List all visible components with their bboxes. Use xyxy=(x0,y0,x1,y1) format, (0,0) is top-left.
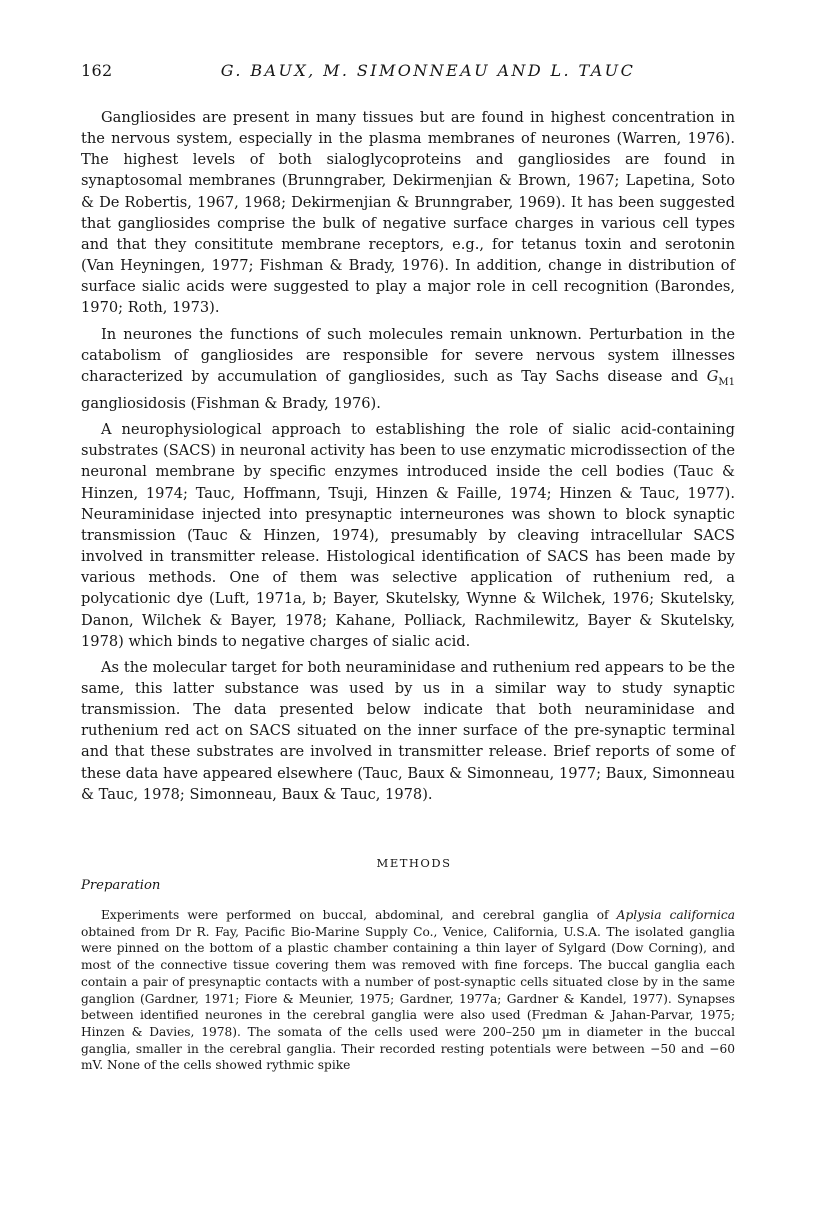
subsection-heading: Preparation xyxy=(81,878,161,893)
paragraph: Gangliosides are present in many tissues but are found in highest concentration in the nervous system, especially in the plasma membranes of neurones (Warren, 1976). The highest levels of both sialoglycoproteins and gangliosides are found in synaptosomal membranes (Brunngraber, Dekirmenjian & Brown, 1967; Lapetina, Soto & De Robertis, 1967, 1968; Dekirmenjian & Brunngraber, 1969). It has been suggested that gangliosides comprise the bulk of negative surface charges in various cell types and that they consititute membrane receptors, e.g., for tetanus toxin and serotonin (Van Heyningen, 1977; Fishman & Brady, 1976). In addition, change in distribution of surface sialic acids were suggested to play a major role in cell recognition (Barondes, 1970; Roth, 1973). xyxy=(81,109,735,317)
paragraph: As the molecular target for both neuraminidase and ruthenium red appears to be the same, this latter substance was used by us in a similar way to study synaptic transmission. The data presented below indicate that both neuraminidase and ruthenium red act on SACS situated on the inner surface of the pre-synaptic terminal and that these substrates are involved in transmitter release. Brief reports of some of these data have appeared elsewhere (Tauc, Baux & Simonneau, 1977; Baux, Simonneau & Tauc, 1978; Simonneau, Baux & Tauc, 1978). xyxy=(81,658,735,803)
running-head xyxy=(81,58,735,84)
running-head-authors: G. BAUX, M. SIMONNEAU AND L. TAUC xyxy=(220,61,636,80)
page-number: 162 xyxy=(81,61,113,80)
paragraph: Experiments were performed on buccal, abdominal, and cerebral ganglia of Aplysia californica obtained from Dr R. Fay, Pacific Bio-Marine Supply Co., Venice, California, U.S.A. The isolated ganglia were pinned on the bottom of a plastic chamber containing a thin layer of Sylgard (Dow Corning), and most of the connective tissue covering them was removed with fine forceps. The buccal ganglia each contain a pair of presynaptic contacts with a number of post-synaptic cells situated close by in the same ganglion (Gardner, 1971; Fiore & Meunier, 1975; Gardner, 1977a; Gardner & Kandel, 1977). Synapses between identified neurones in the cerebral ganglia were also used (Fredman & Jahan-Parvar, 1975; Hinzen & Davies, 1978). The somata of the cells used were 200–250 µm in diameter in the buccal ganglia, smaller in the cerebral ganglia. Their recorded resting potentials were between −50 and −60 mV. None of the cells showed rythmic spike xyxy=(81,908,735,1073)
paragraph: In neurones the functions of such molecules remain unknown. Perturbation in the catabolism of gangliosides are responsible for severe nervous system illnesses characterized by accumulation of gangliosides, such as Tay Sachs disease and $G_{M1}$ gangliosidosis (Fishman & Brady, 1976). xyxy=(81,325,735,412)
methods-text xyxy=(81,907,735,1074)
paragraph: A neurophysiological approach to establishing the role of sialic acid-containing substrates (SACS) in neuronal activity has been to use enzymatic microdissection of the neuronal membrane by specific enzymes introduced inside the cell bodies (Tauc & Hinzen, 1974; Tauc, Hoffmann, Tsuji, Hinzen & Faille, 1974; Hinzen & Tauc, 1977). Neuraminidase injected into presynaptic interneurones was shown to block synaptic transmission (Tauc & Hinzen, 1974), presumably by cleaving intracellular SACS involved in transmitter release. Histological identification of SACS has been made by various methods. One of them was selective application of ruthenium red, a polycationic dye (Luft, 1971a, b; Bayer, Skutelsky, Wynne & Wilchek, 1976; Skutelsky, Danon, Wilchek & Bayer, 1978; Kahane, Polliack, Rachmilewitz, Bayer & Skutelsky, 1978) which binds to negative charges of sialic acid. xyxy=(81,421,735,650)
introduction-text xyxy=(81,107,735,805)
section-heading: METHODS xyxy=(376,856,452,870)
